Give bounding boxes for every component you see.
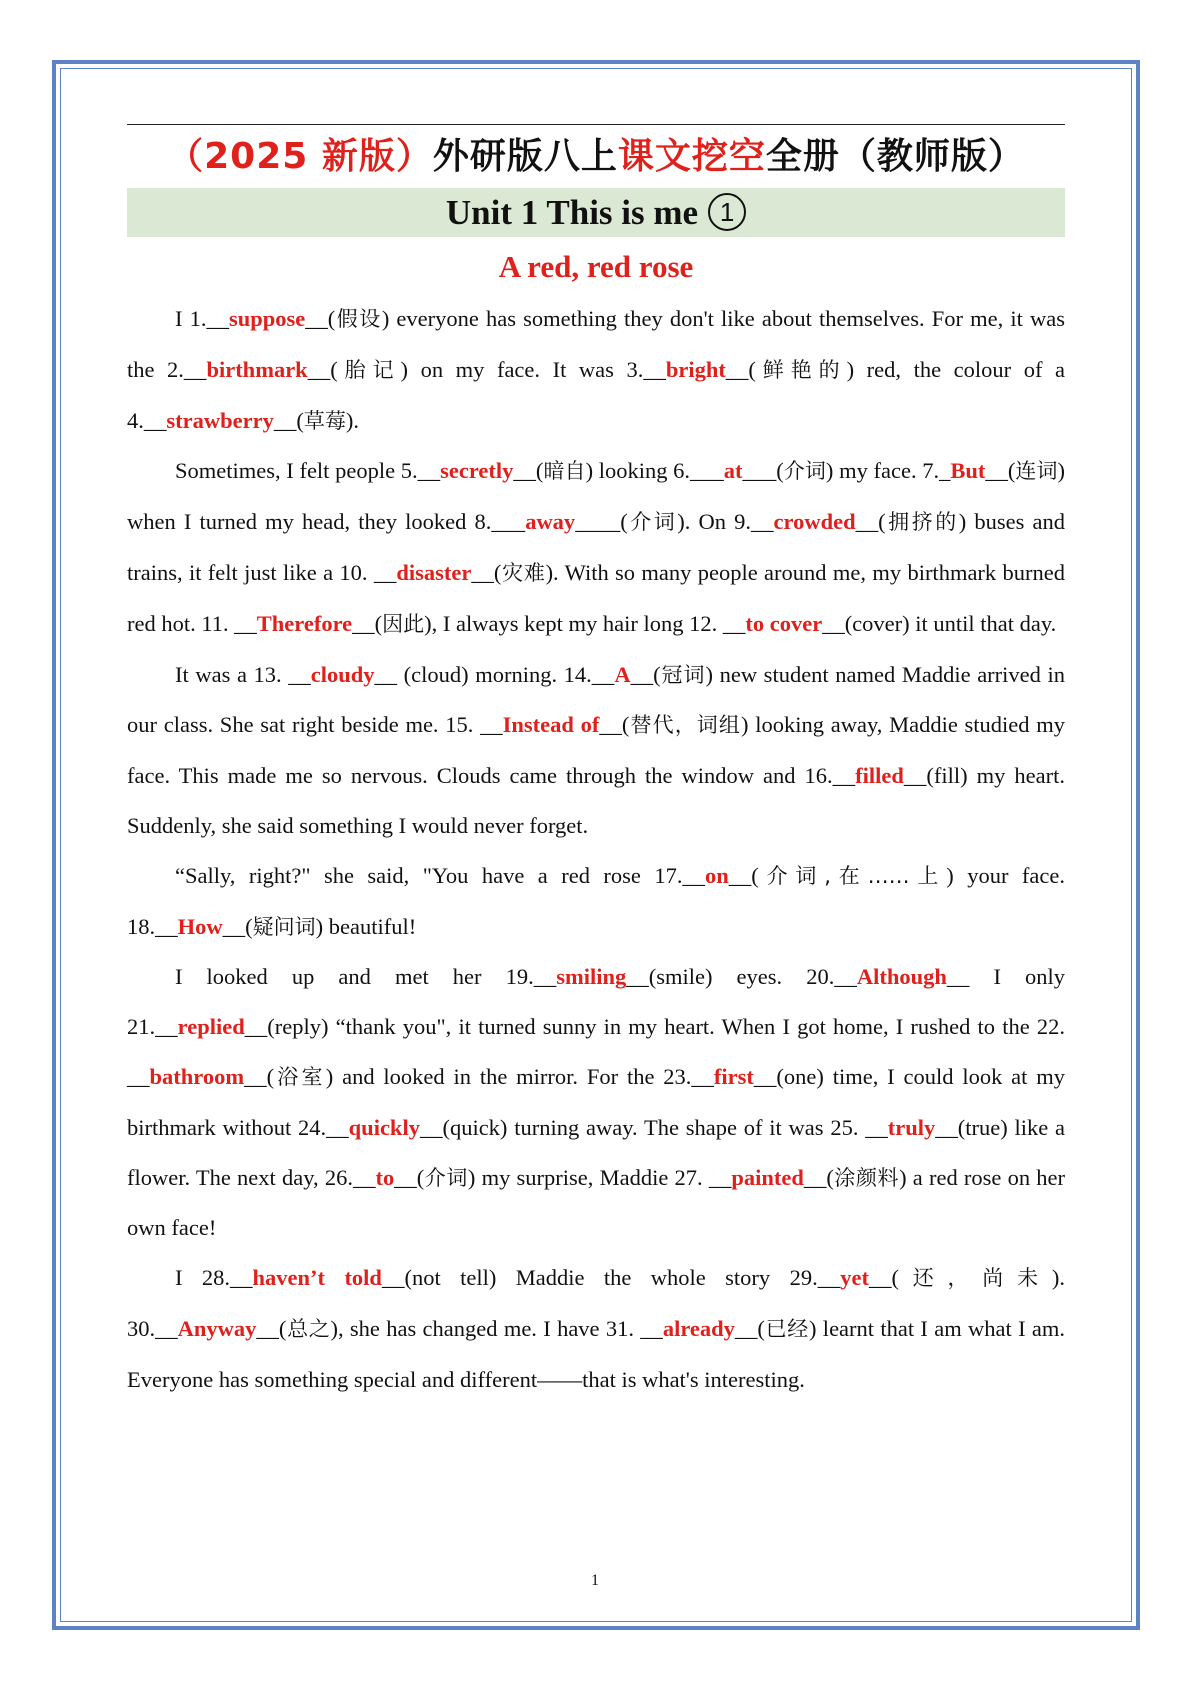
answer-blank: Therefore <box>256 610 353 636</box>
passage-text: I 1.__ <box>175 306 229 331</box>
chinese-hint: 已经 <box>764 1316 809 1341</box>
chinese-hint: 鲜艳的 <box>755 357 847 382</box>
chinese-hint: 浴室 <box>274 1064 326 1089</box>
passage-text: __( <box>803 1164 834 1190</box>
passage-text: ) beautiful! <box>315 913 417 939</box>
passage-text: __( <box>513 458 544 484</box>
passage-text: __( <box>305 306 336 331</box>
paragraph <box>127 446 1065 649</box>
passage-text: ) everyone has something they don't like about themselves. For me, it was the 2.__ <box>127 306 1066 382</box>
chinese-hint: 假设 <box>335 307 382 331</box>
passage-text: ). With so many people around me, my birthmark burned red hot. 11. __ <box>127 559 1065 636</box>
passage-text: I 28.__ <box>175 1265 253 1291</box>
answer-blank: crowded <box>773 509 856 535</box>
passage-text: __( <box>307 356 338 382</box>
answer-blank: filled <box>855 763 904 789</box>
answer-blank: painted <box>731 1164 804 1190</box>
passage-text: __( <box>985 458 1016 484</box>
chinese-hint: 草莓 <box>303 408 346 433</box>
unit-banner <box>127 188 1065 237</box>
passage-text: __( <box>471 559 502 585</box>
chinese-hint: 灾难 <box>501 560 546 585</box>
page-number: 1 <box>591 1572 599 1589</box>
passage-text: __(not tell) Maddie the whole story 29.__ <box>381 1265 841 1291</box>
title-edition: （2025 新版） <box>167 136 433 177</box>
answer-blank: on <box>705 862 729 888</box>
passage-text: __( <box>222 913 253 939</box>
passage-text: __(reply) “thank you", it turned sunny in my heart. When I got home, I rushed to the 22. __ <box>127 1014 1065 1089</box>
chinese-hint: 暗自 <box>543 459 586 484</box>
chinese-hint: 胎记 <box>337 357 401 382</box>
passage-text: Sometimes, I felt people 5.__ <box>175 458 441 484</box>
passage-text: __( <box>394 1164 425 1190</box>
passage-text: ). <box>345 407 359 433</box>
answer-blank: first <box>713 1063 754 1089</box>
paragraph <box>127 1253 1065 1404</box>
chinese-hint: 介词 <box>783 459 826 484</box>
chinese-hint: 因此 <box>382 611 425 636</box>
passage-text: __(smile) eyes. 20.__ <box>626 964 857 990</box>
answer-blank: to cover <box>745 610 823 636</box>
passage-text: ) buses and trains, it felt just like a 10. __ <box>127 509 1066 585</box>
chinese-hint: 介词 <box>627 510 678 535</box>
passage-text: ), she has changed me. I have 31. __ <box>330 1315 663 1341</box>
chinese-hint: 还，尚未 <box>898 1266 1052 1291</box>
answer-blank: quickly <box>348 1114 420 1140</box>
unit-number-badge: 1 <box>708 193 746 231</box>
answer-blank: truly <box>887 1114 936 1140</box>
document-title <box>127 132 1065 182</box>
title-volume: 全册（教师版） <box>765 136 1025 177</box>
passage-text: ) learnt that I am what I am. Everyone has something special and different——that is what's interesting. <box>127 1315 1066 1392</box>
passage-text: __( <box>630 661 661 687</box>
answer-blank: Instead of <box>502 712 600 738</box>
passage-text: ___( <box>742 458 784 484</box>
answer-blank: already <box>662 1315 735 1341</box>
answer-blank: bathroom <box>149 1063 245 1089</box>
passage-text: ) a red rose on her own face! <box>127 1164 1065 1241</box>
passage-text: __( <box>599 712 630 738</box>
passage-text: ) my surprise, Maddie 27. __ <box>467 1164 732 1190</box>
passage-text: It was a 13. __ <box>175 661 311 687</box>
paragraph <box>127 650 1065 851</box>
passage-text: ). 30.__ <box>127 1265 1065 1341</box>
passage-text: __( <box>855 509 886 535</box>
chinese-hint: 疑问词 <box>252 914 316 939</box>
passage-text: ) my face. 7._ <box>825 458 951 484</box>
answer-blank: to <box>375 1164 395 1190</box>
answer-blank: secretly <box>440 458 514 484</box>
chinese-hint: 替代，词组 <box>629 713 742 738</box>
passage <box>127 294 1065 1405</box>
passage-text: __(true) like a flower. The next day, 26.__ <box>127 1114 1065 1190</box>
passage-text: __ I only 21.__ <box>127 964 1065 1040</box>
passage-text: __( <box>256 1315 287 1341</box>
chinese-hint: 拥挤的 <box>885 510 959 535</box>
answer-blank: cloudy <box>310 661 375 687</box>
title-exercise-type: 课文挖空 <box>617 136 766 177</box>
passage-text: ). On 9.__ <box>677 509 774 535</box>
passage-text: __( <box>734 1315 765 1341</box>
passage-text: ) on my face. It was 3.__ <box>400 356 666 382</box>
passage-text: ) looking 6.___ <box>585 458 724 484</box>
answer-blank: away <box>525 509 576 535</box>
passage-text: __(one) time, I could look at my birthmark without 24.__ <box>127 1063 1066 1140</box>
chinese-hint: 介词 <box>424 1165 468 1190</box>
answer-blank: bright <box>665 356 726 382</box>
answer-blank: smiling <box>556 964 627 990</box>
chinese-hint: 连词 <box>1015 459 1058 484</box>
answer-blank: A <box>614 661 631 687</box>
answer-blank: disaster <box>396 559 472 585</box>
passage-text: __( <box>868 1265 899 1291</box>
passage-text: ) and looked in the mirror. For the 23.__ <box>325 1063 714 1089</box>
answer-blank: strawberry <box>166 407 274 433</box>
paragraph <box>127 851 1065 953</box>
passage-text: I looked up and met her 19.__ <box>175 964 557 990</box>
passage-text: ) red, the colour of a 4.__ <box>127 356 1065 433</box>
chinese-hint: 冠词 <box>660 662 706 687</box>
answer-blank: yet <box>840 1265 869 1291</box>
answer-blank: haven’t told <box>252 1265 382 1291</box>
passage-text: __( <box>352 610 383 636</box>
passage-text: __( <box>725 356 756 382</box>
passage-text: __(fill) my heart. Suddenly, she said something I would never forget. <box>127 763 1065 838</box>
passage-text: ) your face. 18.__ <box>127 862 1065 939</box>
answer-blank: Anyway <box>177 1315 257 1341</box>
answer-blank: But <box>950 458 986 484</box>
passage-text: __(quick) turning away. The shape of it was 25. __ <box>419 1114 888 1140</box>
passage-text: ) when I turned my head, they looked 8.___ <box>127 458 1066 535</box>
passage-text: ) looking away, Maddie studied my face. This made me so nervous. Clouds came through the window and 16.__ <box>127 712 1066 789</box>
chinese-hint: 涂颜料 <box>833 1165 900 1190</box>
chinese-hint: 介词,在……上 <box>758 863 947 888</box>
answer-blank: birthmark <box>206 356 308 382</box>
passage-text: __( <box>273 407 304 433</box>
passage-text: __ (cloud) morning. 14.__ <box>374 661 615 687</box>
answer-blank: at <box>723 458 743 484</box>
lesson-title: A red, red rose <box>498 249 694 284</box>
passage-text: __( <box>244 1063 275 1089</box>
unit-title: Unit 1 This is me <box>445 193 699 232</box>
passage-text: ____( <box>575 509 628 535</box>
answer-blank: Although <box>856 964 947 990</box>
header-rule <box>127 124 1065 125</box>
chinese-hint: 总之 <box>286 1316 331 1341</box>
paragraph <box>127 294 1065 446</box>
passage-text: ) new student named Maddie arrived in our class. She sat right beside me. 15. __ <box>127 661 1066 738</box>
answer-blank: suppose <box>229 306 306 331</box>
passage-text: “Sally, right?" she said, "You have a red rose 17.__ <box>175 862 705 888</box>
title-textbook: 外研版八上 <box>432 136 618 177</box>
passage-text: __( <box>728 862 759 888</box>
answer-blank: How <box>177 913 223 939</box>
passage-text: ), I always kept my hair long 12. __ <box>424 610 746 636</box>
answer-blank: replied <box>177 1014 245 1040</box>
paragraph <box>127 952 1065 1253</box>
passage-text: __(cover) it until that day. <box>822 610 1057 636</box>
